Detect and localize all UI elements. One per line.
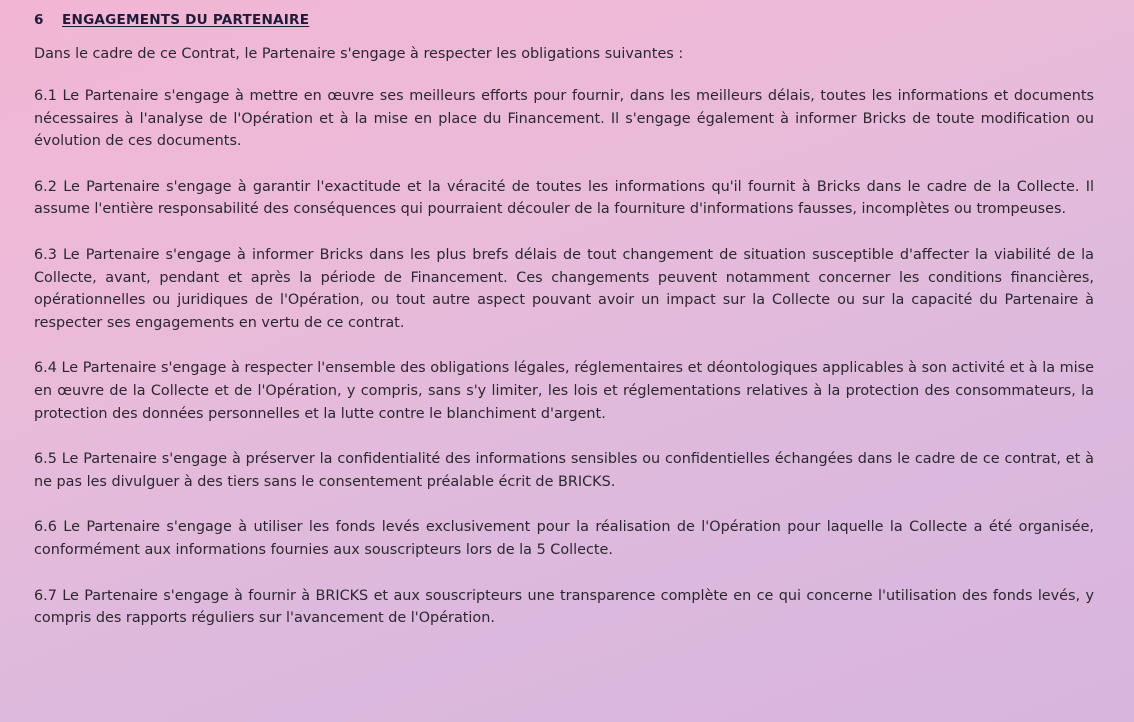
- clause-6-4: 6.4 Le Partenaire s'engage à respecter l'ensemble des obligations légales, réglementaires et déontologiques applicables à son activité et à la mise en œuvre de la Collecte et de l'Opération, y compris, sans s'y limiter, les lois et réglementations relatives à la protection des consommateurs, la protection des données personnelles et la lutte contre le blanchiment d'argent.: [34, 360, 1094, 423]
- clause-6-2: 6.2 Le Partenaire s'engage à garantir l'exactitude et la véracité de toutes les informations qu'il fournit à Bricks dans le cadre de la Collecte. Il assume l'entière responsabilité des conséquences qui pourraient découler de la fourniture d'informations fausses, incomplètes ou trompeuses.: [34, 178, 1094, 218]
- clause-6-5: 6.5 Le Partenaire s'engage à préserver la confidentialité des informations sensibles ou confidentielles échangées dans le cadre de ce contrat, et à ne pas les divulguer à des tiers sans le consentement préalable écrit de BRICKS.: [34, 451, 1094, 491]
- section-number: 6: [34, 12, 44, 28]
- clause-6-6: 6.6 Le Partenaire s'engage à utiliser les fonds levés exclusivement pour la réalisation de l'Opération pour laquelle la Collecte a été organisée, conformément aux informations fournies aux souscripteurs lors de la 5 Collecte.: [34, 519, 1094, 559]
- clause-6-7: 6.7 Le Partenaire s'engage à fournir à BRICKS et aux souscripteurs une transparence complète en ce qui concerne l'utilisation des fonds levés, y compris des rapports réguliers sur l'avancement de l'Opération.: [34, 587, 1094, 627]
- intro-paragraph: Dans le cadre de ce Contrat, le Partenaire s'engage à respecter les obligations suivantes :: [34, 46, 684, 62]
- section-heading: [34, 12, 1094, 28]
- clause-6-3: 6.3 Le Partenaire s'engage à informer Bricks dans les plus brefs délais de tout changement de situation susceptible d'affecter la viabilité de la Collecte, avant, pendant et après la période de Financement. Ces changements peuvent notamment concerner les conditions financières, opérationnelles ou juridiques de l'Opération, ou tout autre aspect pouvant avoir un impact sur la Collecte ou sur la capacité du Partenaire à respecter ses engagements en vertu de ce contrat.: [34, 246, 1094, 332]
- section-title: ENGAGEMENTS DU PARTENAIRE: [62, 12, 310, 28]
- clause-6-1: 6.1 Le Partenaire s'engage à mettre en œuvre ses meilleurs efforts pour fournir, dans les meilleurs délais, toutes les informations et documents nécessaires à l'analyse de l'Opération et à la mise en place du Financement. Il s'engage également à informer Bricks de toute modification ou évolution de ces documents.: [34, 87, 1094, 150]
